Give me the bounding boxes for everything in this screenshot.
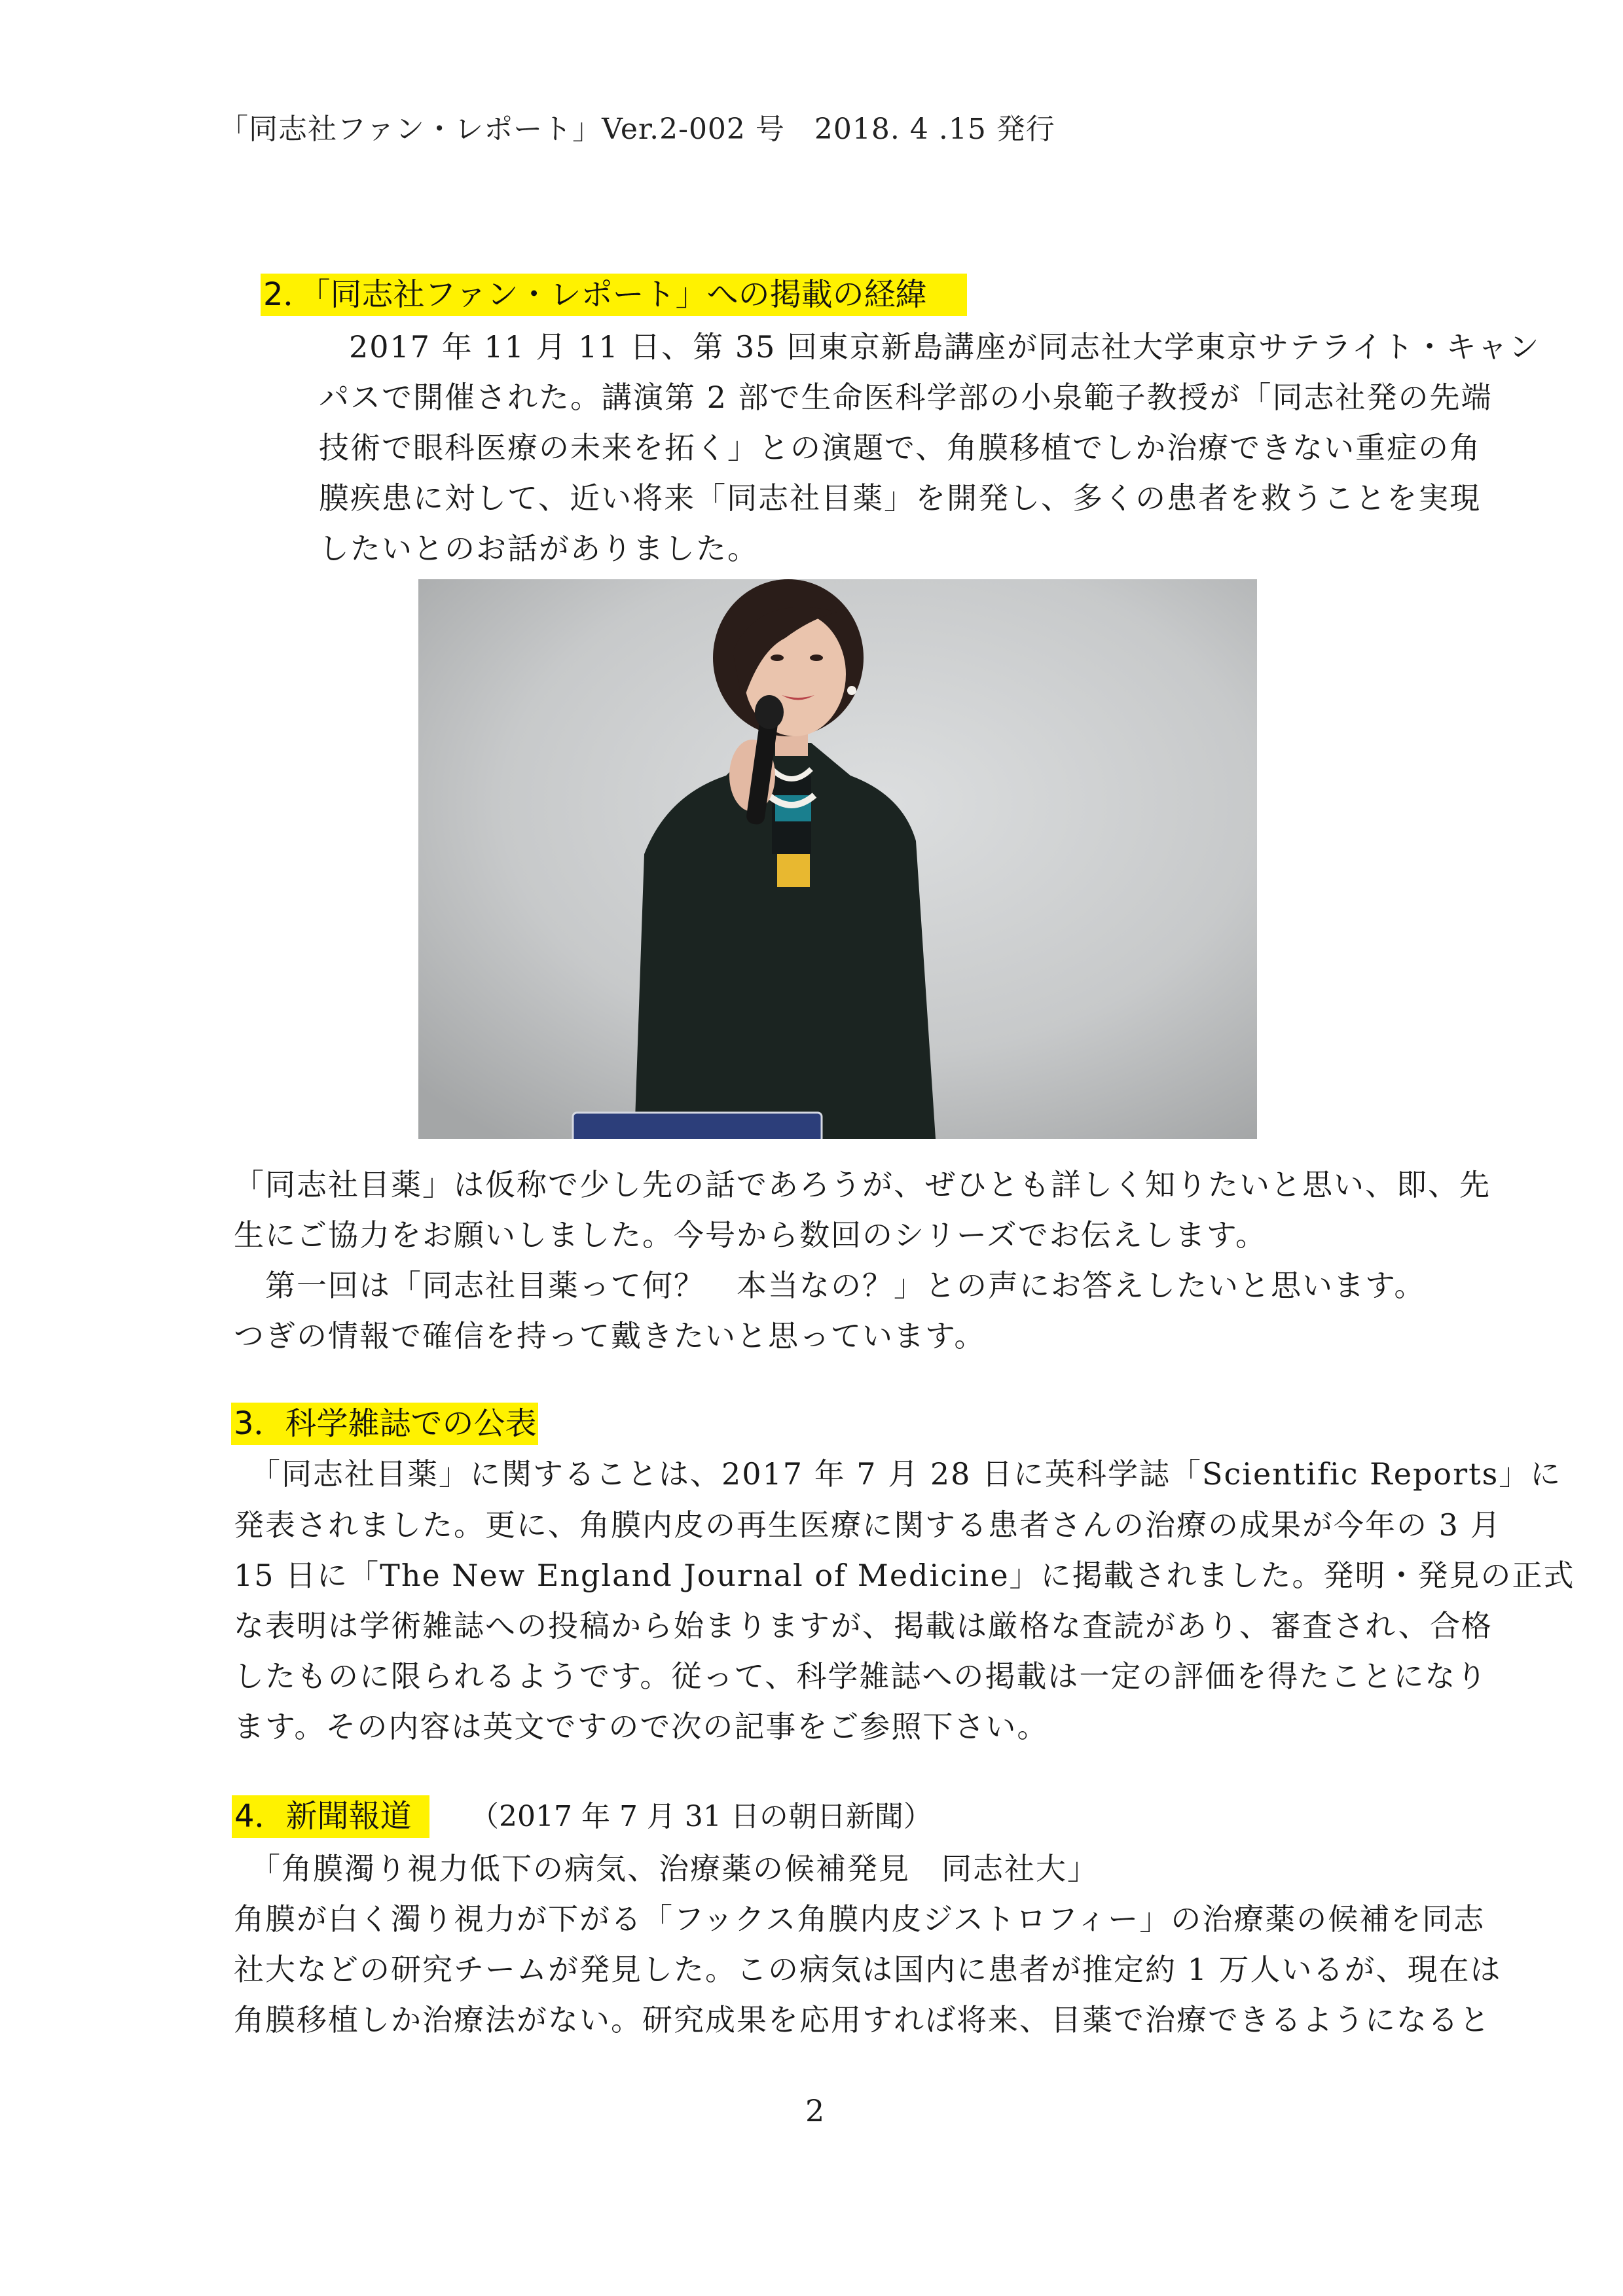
text-line: な表明は学術雑誌への投稿から始まりますが、掲載は厳格な査読があり、審査され、合格 bbox=[234, 1608, 1493, 1643]
text-line: 「同志社目薬」は仮称で少し先の話であろうが、ぜひとも詳しく知りたいと思い、即、先 bbox=[234, 1167, 1491, 1202]
text-line: ます。その内容は英文ですので次の記事をご参照下さい。 bbox=[234, 1709, 1049, 1744]
section-heading-4: 4．新聞報道 bbox=[232, 1795, 429, 1838]
text-line: 発表されました。更に、角膜内皮の再生医療に関する患者さんの治療の成果が今年の 3 月 bbox=[234, 1507, 1502, 1543]
running-header: 「同志社ファン・レポート」Ver.2-002 号 2018. 4 .15 発行 bbox=[219, 113, 1055, 146]
text-line: したものに限られるようです。従って、科学雑誌への掲載は一定の評価を得たことになり bbox=[234, 1659, 1488, 1694]
text-line: したいとのお話がありました。 bbox=[319, 531, 759, 566]
text-line: 角膜が白く濁り視力が下がる「フックス角膜内皮ジストロフィー」の治療薬の候補を同志 bbox=[234, 1901, 1486, 1937]
text-line: 2017 年 11 月 11 日、第 35 回東京新島講座が同志社大学東京サテライト・キャン bbox=[349, 329, 1541, 365]
text-line: 技術で眼科医療の未来を拓く」との演題で、角膜移植でしか治療できない重症の角 bbox=[319, 430, 1482, 465]
article-title: 「角膜濁り視力低下の病気、治療薬の候補発見 同志社大」 bbox=[234, 1851, 1099, 1886]
text-line: 社大などの研究チームが発見した。この病気は国内に患者が推定約 1 万人いるが、現在は bbox=[234, 1952, 1502, 1987]
text-line: 「同志社目薬」に関することは、2017 年 7 月 28 日に英科学誌「Scientific Reports」に bbox=[234, 1456, 1562, 1492]
source-note: （2017 年 7 月 31 日の朝日新聞） bbox=[470, 1800, 932, 1833]
text-line: つぎの情報で確信を持って戴きたいと思っています。 bbox=[234, 1318, 986, 1354]
section-heading-2: 2．「同志社ファン・レポート」への掲載の経緯 bbox=[261, 274, 967, 316]
text-line: パスで開催された。講演第 2 部で生命医科学部の小泉範子教授が「同志社発の先端 bbox=[319, 380, 1493, 415]
speaker-illustration bbox=[418, 579, 1257, 1139]
page-number: 2 bbox=[805, 2093, 825, 2128]
text-line: 角膜移植しか治療法がない。研究成果を応用すれば将来、目薬で治療できるようになると bbox=[234, 2002, 1491, 2037]
text-line: 膜疾患に対して、近い将来「同志社目薬」を開発し、多くの患者を救うことを実現 bbox=[319, 480, 1482, 516]
text-line: 生にご協力をお願いしました。今号から数回のシリーズでお伝えします。 bbox=[234, 1217, 1267, 1253]
section-heading-3: 3．科学雑誌での公表 bbox=[231, 1403, 538, 1445]
speaker-photo bbox=[418, 579, 1257, 1139]
text-line: 第一回は「同志社目薬って何？ 本当なの？」との声にお答えしたいと思います。 bbox=[234, 1268, 1426, 1303]
text-line: 15 日に「The New England Journal of Medicine」に掲載されました。発明・発見の正式 bbox=[234, 1558, 1575, 1593]
